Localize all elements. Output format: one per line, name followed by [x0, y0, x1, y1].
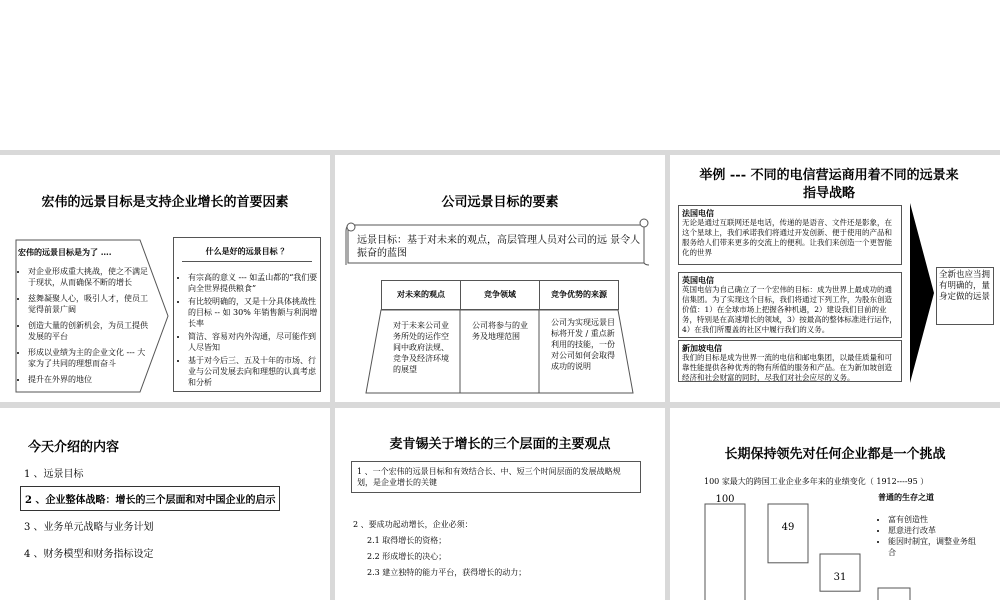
- slide-panel-3[interactable]: [670, 155, 1000, 402]
- left-list: [18, 247, 150, 390]
- bar: [768, 504, 808, 563]
- slide-panel-5[interactable]: [335, 408, 665, 600]
- right-header: 什么是好的远景目标 ？: [182, 246, 312, 262]
- slide-panel-4[interactable]: [0, 408, 330, 600]
- slide-title: 长期保持领先对任何企业都是一个挑战: [724, 447, 946, 462]
- agenda-item-active[interactable]: 2 、企业整体战略：增长的三个层面和对中国企业的启示: [20, 486, 280, 511]
- agenda-item[interactable]: 1 、远景目标: [24, 469, 84, 480]
- side-header: 普通的生存之道: [878, 492, 934, 502]
- sub-point: 2.2 形成增长的决心；: [367, 552, 447, 561]
- point-text: 2 、要成功起动增长，企业必须：: [353, 520, 473, 529]
- list-item: • 基于对今后三、五及十年的市场、行业与公司发展去向和理想的认真考虑和分析: [188, 355, 318, 388]
- agenda-item[interactable]: 3 、业务单元战略与业务计划: [24, 522, 154, 533]
- left-header: 宏伟的远景目标是为了 ….: [18, 247, 112, 257]
- slide-title: 公司远景目标的要素: [441, 195, 559, 210]
- section-france: [678, 205, 902, 265]
- list-item: • 能因时制宜，调整业务组合: [888, 536, 978, 558]
- bar-label: 49: [781, 522, 795, 533]
- section-name: 英国电信: [682, 275, 714, 285]
- list-item: • 愿意进行改革: [888, 525, 978, 536]
- section-text: 英国电信为自己确立了一个宏伟的目标：成为世界上最成功的通信集团。为了实现这个目标，我们将通过下列工作，为股东创造价值：1）在全球市场上把握各种机遇，2）建设我们目前的业务，特别是在高速增长的领域，3）按最高的整体标准进行运作，4）在我们所覆盖的社区中履行我们的义务。: [682, 285, 897, 334]
- sub-point: 2.1 取得增长的资格；: [367, 536, 447, 545]
- column-header: 对未来的观点: [397, 289, 445, 299]
- list-item: • 富有创造性: [888, 514, 978, 525]
- slide-title: 麦肯锡关于增长的三个层面的主要观点: [389, 437, 611, 452]
- cell-text: 公司将参与的业务及地理范围: [472, 321, 528, 341]
- section-uk: [678, 272, 902, 338]
- scroll-text: 远景目标：基于对未来的观点，高层管理人员对公司的远 景令人振奋的蓝图: [357, 235, 641, 259]
- list-item: • 兹舞凝聚人心，吸引人才，使员工觉得前景广阔: [28, 293, 150, 315]
- list-item: • 简洁、容易对内外沟通，尽可能作到人尽皆知: [188, 331, 318, 353]
- sub-point: 2.3 建立独特的能力平台，获得增长的动力；: [367, 568, 527, 577]
- section-text: 无论是通过互联网还是电话，传递的是语音、文件还是影象，在这个星球上，我们承诺我们将通过开发创新、便于使用的产品和服务给人们带来更多的交流上的便利。让我们来创造一个更智能化的世界: [682, 218, 892, 257]
- bar-label: 31: [833, 572, 847, 583]
- list-item: • 有宗高的意义 --- 如孟山都的“我们要向全世界提供粮食”: [188, 272, 318, 294]
- list-item: • 创造大量的创新机会，为员工提供发展的平台: [28, 320, 150, 342]
- list-item: • 提升在外界的地位: [28, 374, 150, 385]
- cell-text: 对于未来公司业务所处的运作空间中政府法规、竞争及经济环境的展望: [393, 321, 449, 374]
- side-list: [878, 514, 978, 558]
- point-box: 1 、一个宏伟的远景目标和有效结合长、中、短三个时间层面的发展战略规划，是企业增长的关键: [351, 461, 641, 493]
- slide-panel-1[interactable]: [0, 155, 330, 402]
- section-text: 我们的目标是成为世界一流的电信和邮电集团，以最佳质量和可靠性能提供各种优秀的物有所值的服务和产品。在为新加坡创造经济和社会财富的同时，尽我们对社会应尽的义务。: [682, 353, 892, 382]
- result-box: 全新也应当拥有明确的，量身定做的远景: [936, 267, 994, 325]
- slide-title: 举例 --- 不同的电信营运商用着不同的远景来指导战略: [699, 168, 959, 201]
- slide-title: 宏伟的远景目标是支持企业增长的首要因素: [41, 195, 289, 210]
- slide-panel-2[interactable]: [335, 155, 665, 402]
- column-header: 竞争优势的来源: [551, 289, 607, 299]
- agenda-item[interactable]: 4 、财务模型和财务指标设定: [24, 549, 154, 560]
- arrow-right-icon: [910, 203, 936, 385]
- bar-label: 100: [715, 494, 735, 505]
- cell-text: 公司为实现远景目标将开发 / 重点新利用的技能，一份对公司如何会取得成功的说明: [551, 318, 615, 371]
- top-blank-area: [0, 0, 1000, 150]
- column-header: 竞争领域: [484, 289, 516, 299]
- chart-subtitle: 100 家最大的跨国工业企业多年来的业绩变化（ 1912----95 ）: [704, 477, 929, 486]
- section-singapore: [678, 340, 902, 382]
- bar: [878, 588, 910, 600]
- list-item: • 形成以业绩为主的企业文化 --- 大家为了共同的理想而奋斗: [28, 347, 150, 369]
- section-name: 新加坡电信: [682, 343, 722, 353]
- right-box: [173, 237, 321, 392]
- slide-title: 今天介绍的内容: [28, 440, 120, 455]
- bar: [705, 504, 745, 600]
- slide-panel-6[interactable]: [670, 408, 1000, 600]
- list-item: • 对企业形成重大挑战，使之不满足于现状，从而确保不断的增长: [28, 266, 150, 288]
- list-item: • 有比较明确的，又是十分具体挑战性的目标 -- 如 30% 年销售额与利润增长率: [188, 296, 318, 329]
- section-name: 法国电信: [682, 208, 714, 218]
